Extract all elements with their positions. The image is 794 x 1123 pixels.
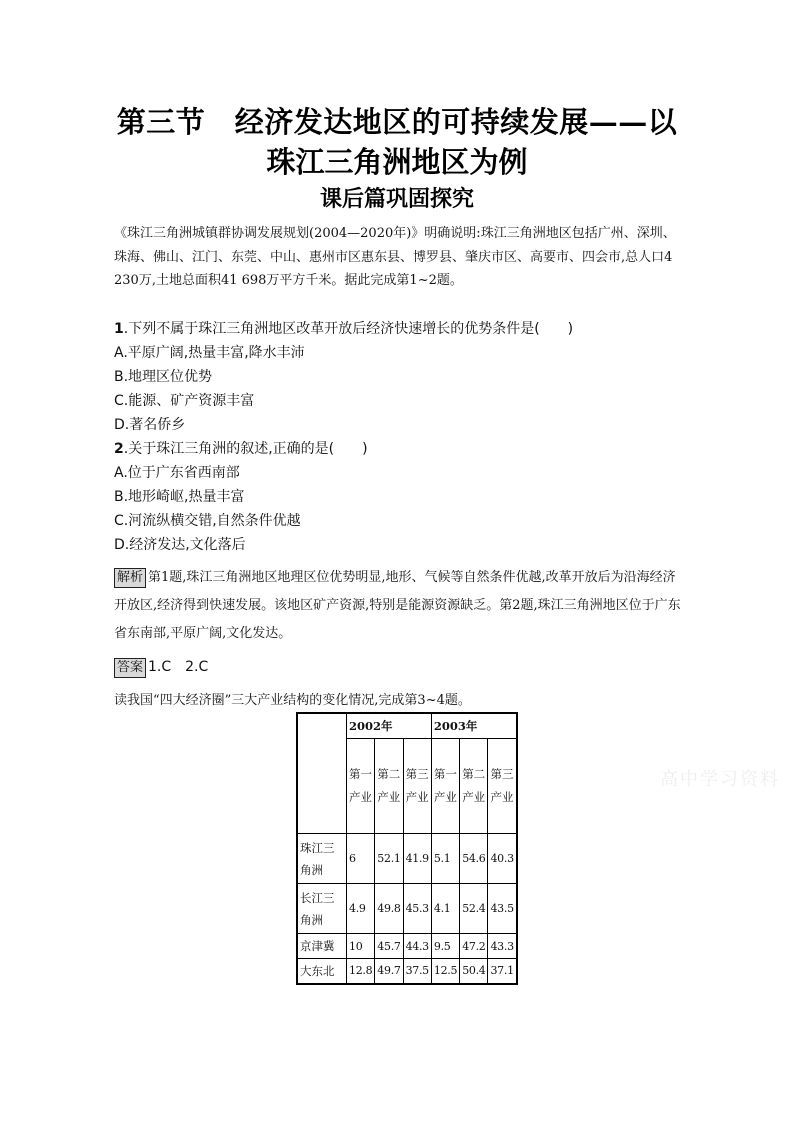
question-1 <box>114 318 573 340</box>
table-cell: 45.3 <box>403 884 431 934</box>
question-2 <box>114 438 368 460</box>
region-name: 珠江三角洲 <box>297 834 347 884</box>
question-2-option-b: B.地形崎岖,热量丰富 <box>114 489 245 505</box>
answer-block <box>114 656 208 679</box>
year-header-2003: 2003年 <box>431 713 516 739</box>
table-cell: 44.3 <box>403 934 431 959</box>
question-stem: .关于珠江三角洲的叙述,正确的是( ) <box>123 441 368 457</box>
question-number: 2 <box>114 441 124 457</box>
question-stem: .下列不属于珠江三角洲地区改革开放后经济快速增长的优势条件是( ) <box>123 321 574 337</box>
table-prompt: 读我国“四大经济圈”三大产业结构的变化情况,完成第3~4题。 <box>114 693 471 708</box>
analysis-label: 解析 <box>114 568 146 588</box>
table-cell: 54.6 <box>460 834 488 884</box>
answer-text: 1.C 2.C <box>148 659 209 675</box>
region-name: 京津冀 <box>297 934 347 959</box>
watermark: 高中学习资料 <box>660 769 780 790</box>
table-cell: 10 <box>347 934 375 959</box>
table-cell: 37.5 <box>403 959 431 984</box>
answer-label: 答案 <box>114 658 146 678</box>
table-cell: 6 <box>347 834 375 884</box>
table-corner-cell <box>297 713 347 834</box>
industry-structure-table <box>296 712 518 985</box>
table-cell: 5.1 <box>431 834 459 884</box>
table-row <box>297 959 517 984</box>
table-cell: 49.8 <box>375 884 403 934</box>
table-row <box>297 934 517 959</box>
analysis-block <box>114 564 684 648</box>
page-title-line-2: 珠江三角洲地区为例 <box>266 145 528 179</box>
table-cell: 4.1 <box>431 884 459 934</box>
industry-header-secondary-2003: 第二产业 <box>460 739 488 834</box>
question-2-option-a: A.位于广东省西南部 <box>114 465 240 481</box>
table-cell: 52.1 <box>375 834 403 884</box>
table-row <box>297 834 517 884</box>
industry-header-tertiary-2002: 第三产业 <box>403 739 431 834</box>
industry-header-primary-2002: 第一产业 <box>347 739 375 834</box>
table-row <box>297 884 517 934</box>
industry-header-secondary-2002: 第二产业 <box>375 739 403 834</box>
industry-header-primary-2003: 第一产业 <box>431 739 459 834</box>
table-cell: 47.2 <box>460 934 488 959</box>
region-name: 大东北 <box>297 959 347 984</box>
table-cell: 40.3 <box>488 834 517 884</box>
question-1-option-a: A.平原广阔,热量丰富,降水丰沛 <box>114 345 305 361</box>
question-2-option-c: C.河流纵横交错,自然条件优越 <box>114 513 301 529</box>
industry-header-tertiary-2003: 第三产业 <box>488 739 517 834</box>
question-number: 1 <box>114 321 124 337</box>
table-cell: 52.4 <box>460 884 488 934</box>
table-cell: 45.7 <box>375 934 403 959</box>
year-header-2002: 2002年 <box>347 713 432 739</box>
question-1-option-b: B.地理区位优势 <box>114 369 213 385</box>
table-cell: 43.3 <box>488 934 517 959</box>
question-1-option-d: D.著名侨乡 <box>114 417 186 433</box>
table-cell: 4.9 <box>347 884 375 934</box>
analysis-text: 第1题,珠江三角洲地区地理区位优势明显,地形、气候等自然条件优越,改革开放后为沿海经济开放区,经济得到快速发展。该地区矿产资源,特别是能源资源缺乏。第2题,珠江三角洲地区位于广东省东南部,平原广阔,文化发达。 <box>114 570 681 641</box>
page-title-line-1: 第三节 经济发达地区的可持续发展——以 <box>116 105 678 139</box>
table-cell: 12.8 <box>347 959 375 984</box>
table-cell: 50.4 <box>460 959 488 984</box>
region-name: 长江三角洲 <box>297 884 347 934</box>
table-cell: 37.1 <box>488 959 517 984</box>
intro-paragraph: 《珠江三角洲城镇群协调发展规划(2004—2020年)》明确说明:珠江三角洲地区包括广州、深圳、珠海、佛山、江门、东莞、中山、惠州市区惠东县、博罗县、肇庆市区、高要市、四会市,总人口4 230万,土地总面积41 698万平方千米。据此完成第1~2题。 <box>114 226 676 288</box>
question-1-option-c: C.能源、矿产资源丰富 <box>114 393 255 409</box>
table-cell: 43.5 <box>488 884 517 934</box>
table-cell: 12.5 <box>431 959 459 984</box>
table-cell: 49.7 <box>375 959 403 984</box>
table-cell: 41.9 <box>403 834 431 884</box>
question-2-option-d: D.经济发达,文化落后 <box>114 537 246 553</box>
table-cell: 9.5 <box>431 934 459 959</box>
section-subtitle: 课后篇巩固探究 <box>319 186 474 212</box>
